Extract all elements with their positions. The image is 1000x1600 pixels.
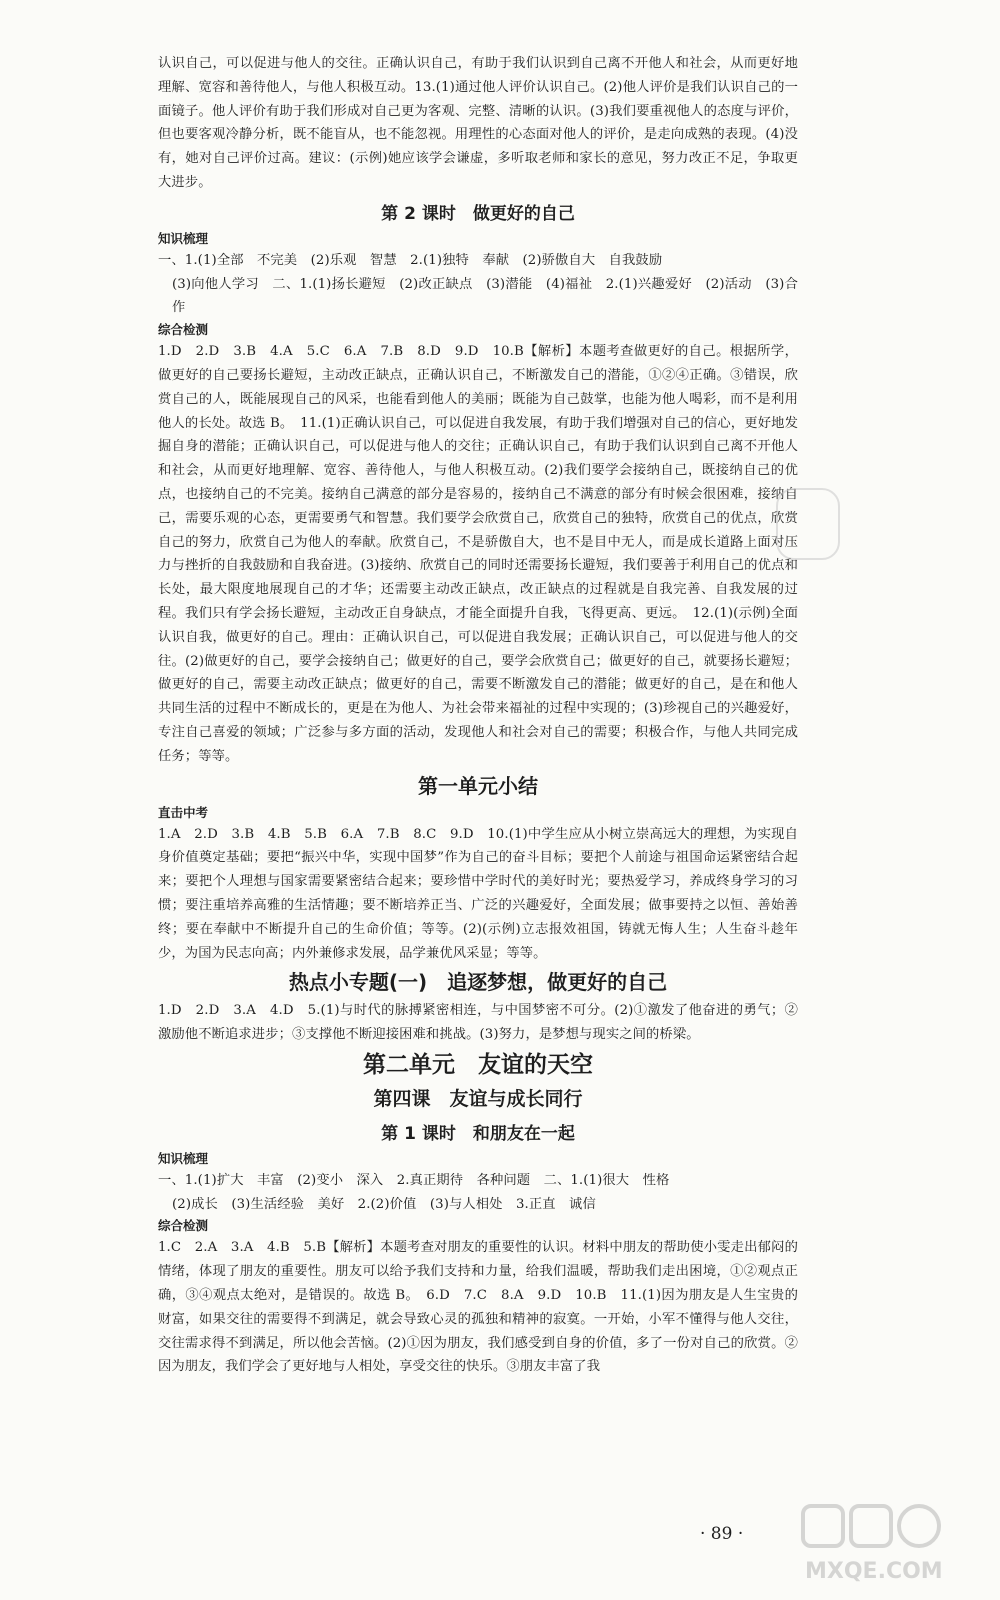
unit2-test-answers: 1.C 2.A 3.A 4.B 5.B【解析】本题考查对朋友的重要性的认识。材料中朋友的帮助使小雯走出郁闷的情绪，体现了朋友的重要性。朋友可以给予我们支持和力量，给我们温暖，帮助我们走出困境，①②观点正确，③④观点太绝对，是错误的。故选 B。 6.D 7.C 8.A 9.D 10.B 11.(1)因为朋友是人生宝贵的财富，如果交往的需要得不到满足，就会导致心灵的孤独和精神的寂寞。一开始，小军不懂得与他人交往，交往需求得不到满足，所以他会苦恼。(2)①因为朋友，我们感受到自身的价值，多了一份对自己的欣赏。②因为朋友，我们学会了更好地与人相处，享受交往的快乐。③朋友丰富了我: [158, 1240, 798, 1375]
hot-topic-title: 热点小专题(一) 追逐梦想，做更好的自己: [288, 970, 668, 995]
hot-topic-answers: 1.D 2.D 3.A 4.D 5.(1)与时代的脉搏紧密相连，与中国梦密不可分。(2)①激发了他奋进的勇气；②激励他不断追求进步；③支撑他不断迎接困难和挑战。(3)努力，是梦想与现实之间的桥梁。: [158, 1003, 798, 1043]
watermark-text: MXQE.COM: [805, 1559, 943, 1584]
page-number: · 89 ·: [700, 1524, 744, 1544]
test-answers: 1.D 2.D 3.B 4.A 5.C 6.A 7.B 8.D 9.D 10.B【解析】本题考查做更好的自己。根据所学，做更好的自己要扬长避短，主动改正缺点，正确认识自己，不断激发自己的潜能，①②④正确。③错误，欣赏自己的人，既能展现自己的风采，也能看到他人的美丽；既能为自己鼓掌，也能为他人喝彩，而不是利用他人的长处。故选 B。 11.(1)正确认识自己，可以促进自我发展，有助于我们增强对自己的信心，更好地发掘自身的潜能；正确认识自己，可以促进与他人的交往；正确认识自己，有助于我们认识到自己离不开他人和社会，从而更好地理解、宽容、善待他人，与他人积极互动。(2)我们要学会接纳自己，既接纳自己的优点，也接纳自己的不完美。接纳自己满意的部分是容易的，接纳自己不满意的部分有时候会很困难，接纳自己，需要乐观的心态，更需要勇气和智慧。我们要学会欣赏自己，欣赏自己的独特，欣赏自己的优点，欣赏自己的努力，欣赏自己为他人的奉献。欣赏自己，不是骄傲自大，也不是目中无人，而是成长道路上面对压力与挫折的自我鼓励和自我奋进。(3)接纳、欣赏自己的同时还需要扬长避短，我们要善于利用自己的优点和长处，最大限度地展现自己的才华；还需要主动改正缺点，改正缺点的过程就是自我完善、自我发展的过程。我们只有学会扬长避短，主动改正自身缺点，才能全面提升自我，飞得更高、更远。 12.(1)(示例)全面认识自我，做更好的自己。理由：正确认识自己，可以促进自我发展；正确认识自己，可以促进与他人的交往。(2)做更好的自己，要学会接纳自己；做更好的自己，要学会欣赏自己；做更好的自己，就要扬长避短；做更好的自己，需要主动改正缺点；做更好的自己，需要不断激发自己的潜能；做更好的自己，是在和他人共同生活的过程中不断成长的，更是在为他人、为社会带来福祉的过程中实现的；(3)珍视自己的兴趣爱好，专注自己喜爱的领域；广泛参与多方面的活动，发现他人和社会对自己的需要；积极合作，与他人共同完成任务；等等。: [158, 344, 798, 764]
faint-stamp-mark: [776, 488, 840, 560]
top-paragraph: 认识自己，可以促进与他人的交往。正确认识自己，有助于我们认识到自己离不开他人和社会，从而更好地理解、宽容和善待他人，与他人积极互动。13.(1)通过他人评价认识自己。(2)他人评价是我们认识自己的一面镜子。他人评价有助于我们形成对自己更为客观、完整、清晰的认识。(3)我们要重视他人的态度与评价，但也要客观冷静分析，既不能盲从，也不能忽视。用理性的心态面对他人的评价，是走向成熟的表现。(4)没有，她对自己评价过高。建议：(示例)她应该学会谦虚，多听取老师和家长的意见，努力改正不足，争取更大进步。: [158, 56, 798, 190]
exam-answers: 1.A 2.D 3.B 4.B 5.B 6.A 7.B 8.C 9.D 10.(1)中学生应从小树立崇高远大的理想，为实现自身价值奠定基础；要把“振兴中华，实现中国梦”作为自己的奋斗目标；要把个人前途与祖国命运紧密结合起来；要把个人理想与国家需要紧密结合起来；要珍惜中学时代的美好时光；要热爱学习，养成终身学习的习惯；要注重培养高雅的生活情趣；要不断培养正当、广泛的兴趣爱好，全面发展；做事要持之以恒、善始善终；要在奉献中不断提升自己的生命价值；等等。(2)(示例)立志报效祖国，铸就无悔人生；人生奋斗趁年少，为国为民志向高；内外兼修求发展，品学兼优风采显；等等。: [158, 826, 798, 961]
answer-page: [158, 52, 798, 1379]
unit2-knowledge-line-1: 一、1.(1)扩大 丰富 (2)变小 深入 2.真正期待 各种问题 二、1.(1)很大 性格: [158, 1172, 670, 1188]
unit2-test-label: 综合检测: [158, 1218, 209, 1234]
unit2-lesson-title: 第四课 友谊与成长同行: [373, 1087, 583, 1110]
knowledge-line-2: (3)向他人学习 二、1.(1)扬长避短 (2)改正缺点 (3)潜能 (4)福祉 2.(1)兴趣爱好 (2)活动 (3)合作: [172, 276, 798, 316]
lesson2-title: 第 2 课时 做更好的自己: [381, 203, 575, 224]
unit2-period-title: 第 1 课时 和朋友在一起: [381, 1123, 575, 1144]
exam-label: 直击中考: [158, 804, 209, 820]
test-label: 综合检测: [158, 322, 209, 338]
unit1-summary-title: 第一单元小结: [418, 773, 538, 798]
unit2-knowledge-line-2: (2)成长 (3)生活经验 美好 2.(2)价值 (3)与人相处 3.正直 诚信: [172, 1196, 596, 1212]
unit2-knowledge-label: 知识梳理: [158, 1150, 209, 1166]
site-watermark-logo: [795, 1500, 985, 1590]
knowledge-label: 知识梳理: [158, 230, 209, 246]
unit2-title: 第二单元 友谊的天空: [363, 1051, 593, 1078]
knowledge-line-1: 一、1.(1)全部 不完美 (2)乐观 智慧 2.(1)独特 奉献 (2)骄傲自大 自我鼓励: [158, 252, 663, 268]
